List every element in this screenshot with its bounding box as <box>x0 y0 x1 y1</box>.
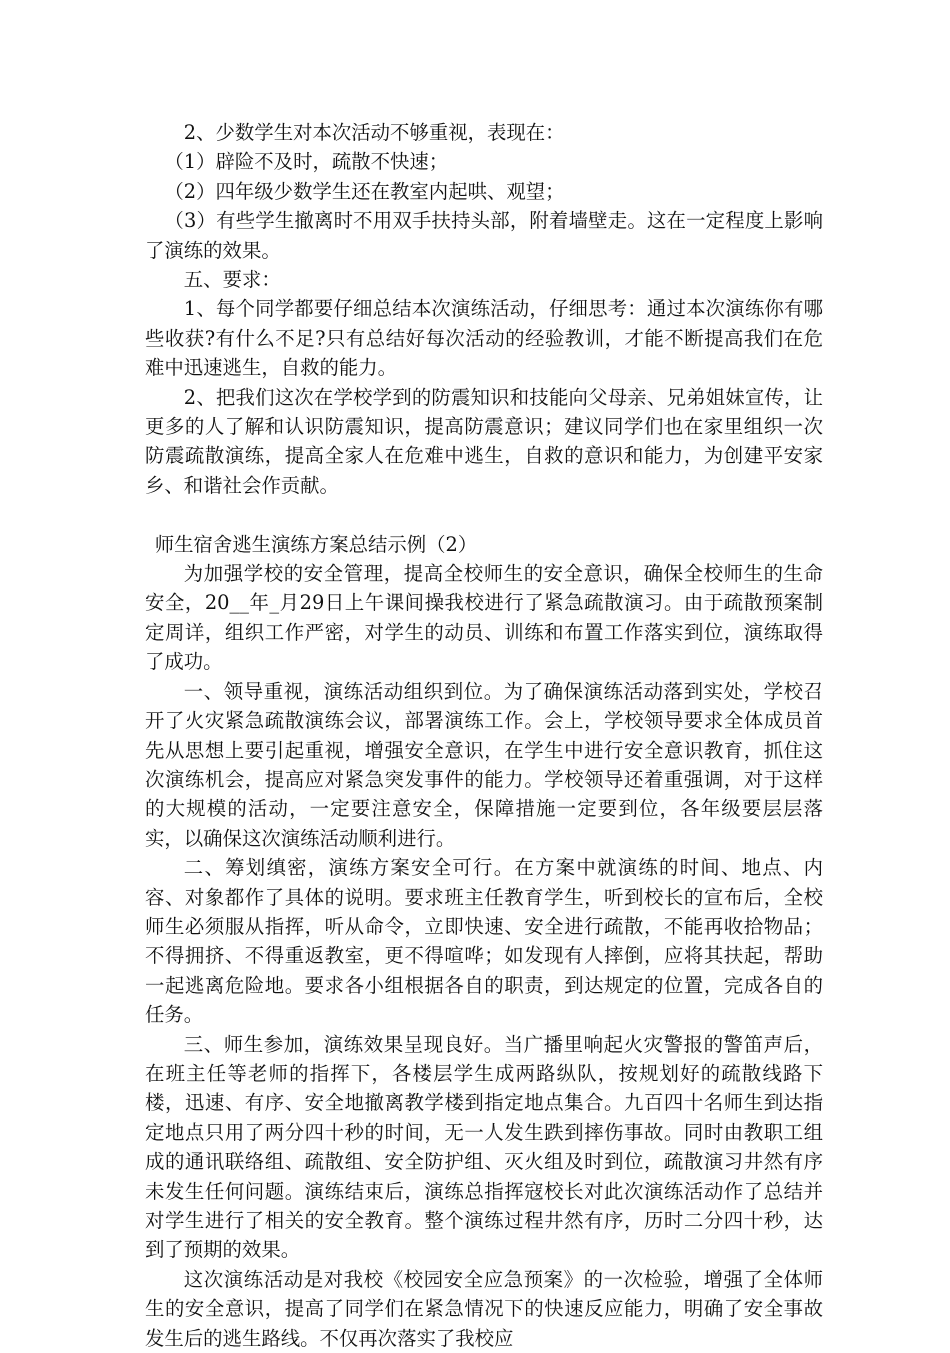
paragraph: 1、每个同学都要仔细总结本次演练活动，仔细思考：通过本次演练你有哪些收获?有什么不足?只有总结好每次活动的经验教训，才能不断提高我们在危难中迅速逃生，自救的能力。 <box>145 297 823 380</box>
paragraph: 为加强学校的安全管理，提高全校师生的安全意识，确保全校师生的生命安全，20__年_月29日上午课间操我校进行了紧急疏散演习。由于疏散预案制定周详，组织工作严密，对学生的动员、训练和布置工作落实到位，演练取得了成功。 <box>145 562 823 674</box>
paragraph: 二、筹划缜密，演练方案安全可行。在方案中就演练的时间、地点、内容、对象都作了具体的说明。要求班主任教育学生，听到校长的宣布后，全校师生必须服从指挥，听从命令，立即快速、安全进行疏散，不能再收拾物品；不得拥挤、不得重返教室，更不得喧哗；如发现有人摔倒，应将其扶起，帮助一起逃离危险地。要求各小组根据各自的职责，到达规定的位置，完成各自的任务。 <box>145 856 823 1027</box>
section-heading: 五、要求： <box>183 268 281 292</box>
paragraph: 2、少数学生对本次活动不够重视，表现在： <box>183 121 565 144</box>
list-item: （2）四年级少数学生还在教室内起哄、观望； <box>164 179 565 203</box>
paragraph: 2、把我们这次在学校学到的防震知识和技能向父母亲、兄弟姐妹宣传，让更多的人了解和认识防震知识，提高防震意识；建议同学们也在家里组织一次防震疏散演练，提高全家人在危难中逃生，自救的意识和能力，为创建平安家乡、和谐社会作贡献。 <box>145 385 823 497</box>
document-title: 师生宿舍逃生演练方案总结示例（2） <box>154 532 478 556</box>
paragraph: 三、师生参加，演练效果呈现良好。当广播里响起火灾警报的警笛声后，在班主任等老师的指挥下，各楼层学生成两路纵队，按规划好的疏散线路下楼，迅速、有序、安全地撤离教学楼到指定地点集合。九百四十名师生到达指定地点只用了两分四十秒的时间，无一人发生跌到摔伤事故。同时由教职工组成的通讯联络组、疏散组、安全防护组、灭火组及时到位，疏散演习井然有序未发生任何问题。演练结束后，演练总指挥寇校长对此次演练活动作了总结并对学生进行了相关的安全教育。整个演练过程井然有序，历时二分四十秒，达到了预期的效果。 <box>145 1032 823 1262</box>
list-item: （3）有些学生撤离时不用双手扶持头部，附着墙壁走。这在一定程度上影响了演练的效果。 <box>145 209 823 262</box>
list-item: （1）辟险不及时，疏散不快速； <box>164 150 449 174</box>
document-page <box>145 118 823 1353</box>
paragraph: 这次演练活动是对我校《校园安全应急预案》的一次检验，增强了全体师生的安全意识，提高了同学们在紧急情况下的快速反应能力，明确了安全事故发生后的逃生路线。不仅再次落实了我校应 <box>145 1267 823 1350</box>
blank-line <box>145 500 823 529</box>
paragraph: 一、领导重视，演练活动组织到位。为了确保演练活动落到实处，学校召开了火灾紧急疏散演练会议，部署演练工作。会上，学校领导要求全体成员首先从思想上要引起重视，增强安全意识，在学生中进行安全意识教育，抓住这次演练机会，提高应对紧急突发事件的能力。学校领导还着重强调，对于这样的大规模的活动，一定要注意安全，保障措施一定要到位，各年级要层层落实，以确保这次演练活动顺利进行。 <box>145 679 823 850</box>
